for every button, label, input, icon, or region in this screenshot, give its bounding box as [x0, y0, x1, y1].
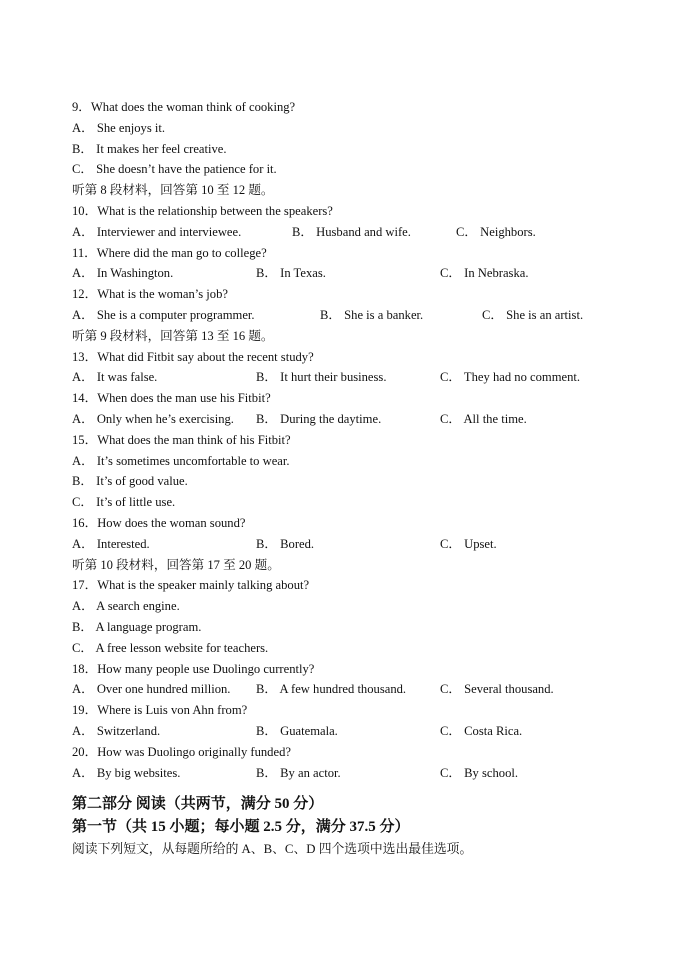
- option-b: B． Husband and wife.: [292, 224, 411, 239]
- option-c: C． Several thousand.: [440, 682, 554, 697]
- option-b: B． Guatemala.: [256, 723, 338, 738]
- option-row: [72, 222, 632, 243]
- option-row: [72, 263, 632, 284]
- question-text: 18．How many people use Duolingo currently?: [72, 661, 315, 676]
- option-c: C． Costa Rica.: [440, 723, 523, 738]
- document-page: [72, 97, 632, 860]
- option-c: C． In Nebraska.: [440, 266, 529, 281]
- option-text: A． She enjoys it.: [72, 120, 166, 135]
- question-text: 14．When does the man use his Fitbit?: [72, 391, 271, 406]
- section-instruction: 听第 9 段材料，回答第 13 至 16 题。: [72, 328, 274, 343]
- option-b: B． During the daytime.: [256, 411, 382, 426]
- option-b: B． A few hundred thousand.: [256, 682, 407, 697]
- question-text: 9．What does the woman think of cooking?: [72, 100, 296, 114]
- option-b: B． By an actor.: [256, 765, 341, 780]
- option-b: B． In Texas.: [256, 266, 326, 281]
- option-b: B． She is a banker.: [320, 307, 424, 322]
- question-text: 17．What is the speaker mainly talking about?: [72, 578, 310, 593]
- option-c: C． She is an artist.: [482, 307, 584, 322]
- section-instruction: 听第 10 段材料，回答第 17 至 20 题。: [72, 557, 280, 572]
- option-b: B． It hurt their business.: [256, 370, 387, 385]
- option-text: B． It makes her feel creative.: [72, 141, 227, 156]
- option-a: A． By big websites.: [72, 765, 181, 780]
- option-text: A． A search engine.: [72, 599, 180, 614]
- option-a: A． Only when he’s exercising.: [72, 411, 234, 426]
- option-row: [72, 763, 632, 784]
- question-text: 19．Where is Luis von Ahn from?: [72, 703, 248, 718]
- question-text: 12．What is the woman’s job?: [72, 287, 228, 302]
- option-a: A． In Washington.: [72, 266, 174, 281]
- option-c: C． Upset.: [440, 536, 497, 551]
- section-gap: [72, 783, 632, 793]
- option-a: A． She is a computer programmer.: [72, 307, 255, 322]
- option-c: C． All the time.: [440, 411, 527, 426]
- option-c: C． Neighbors.: [456, 224, 536, 239]
- question-text: 15．What does the man think of his Fitbit?: [72, 432, 291, 447]
- option-a: A． Interested.: [72, 536, 150, 551]
- option-row: [72, 721, 632, 742]
- option-text: A． It’s sometimes uncomfortable to wear.: [72, 453, 290, 468]
- option-a: A． It was false.: [72, 370, 158, 385]
- option-row: [72, 409, 632, 430]
- option-a: A． Over one hundred million.: [72, 682, 231, 697]
- option-row: [72, 367, 632, 388]
- option-text: B． It’s of good value.: [72, 474, 188, 489]
- option-row: [72, 305, 632, 326]
- option-b: B． Bored.: [256, 536, 315, 551]
- question-text: 20．How was Duolingo originally funded?: [72, 744, 291, 759]
- option-c: C． They had no comment.: [440, 370, 581, 385]
- option-text: C． A free lesson website for teachers.: [72, 640, 269, 655]
- question-text: 11．Where did the man go to college?: [72, 245, 267, 260]
- reading-instruction: 阅读下列短文，从每题所给的 A、B、C、D 四个选项中选出最佳选项。: [72, 842, 473, 857]
- question-text: 13．What did Fitbit say about the recent study?: [72, 349, 314, 364]
- option-text: C． It’s of little use.: [72, 495, 176, 510]
- option-a: A． Switzerland.: [72, 723, 161, 738]
- option-row: [72, 534, 632, 555]
- question-text: 10．What is the relationship between the speakers?: [72, 203, 333, 218]
- option-a: A． Interviewer and interviewee.: [72, 224, 242, 239]
- option-text: C． She doesn’t have the patience for it.: [72, 162, 277, 177]
- option-row: [72, 679, 632, 700]
- option-text: B． A language program.: [72, 619, 202, 634]
- section-heading: 第一节（共 15 小题；每小题 2.5 分，满分 37.5 分）: [72, 819, 410, 836]
- section-instruction: 听第 8 段材料，回答第 10 至 12 题。: [72, 183, 274, 198]
- option-c: C． By school.: [440, 765, 519, 780]
- section-heading: 第二部分 阅读（共两节，满分 50 分）: [72, 796, 324, 813]
- question-text: 16．How does the woman sound?: [72, 515, 246, 530]
